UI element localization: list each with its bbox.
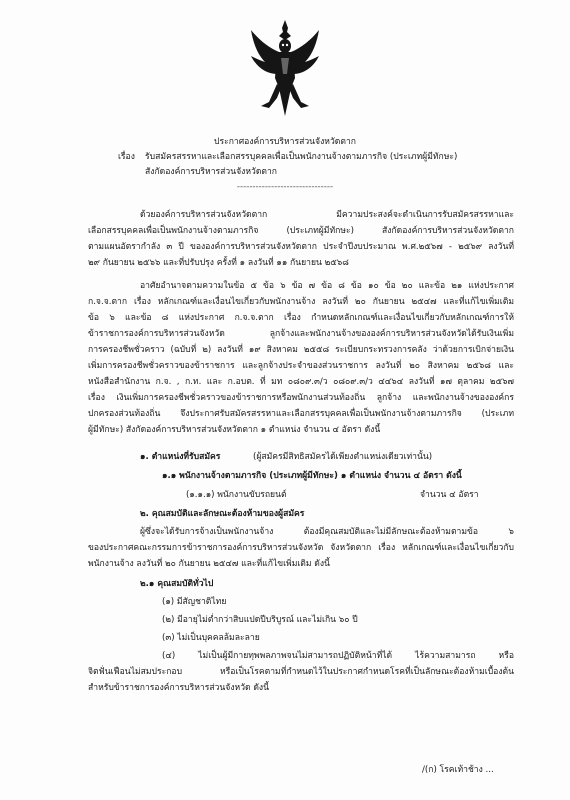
qualification-continuation: จิตฟั่นเฟือนไม่สมประกอบ หรือเป็นโรคตามที่กำหนดไว้ในประกาศกำหนดโรคที่เป็นลักษณะต้องห้ามเบื้องต้น (88, 667, 514, 677)
paragraph-2-line: อาศัยอำนาจตามความในข้อ ๕ ข้อ ๖ ข้อ ๗ ข้อ ๘ ข้อ ๑๐ ข้อ ๒๐ และข้อ ๒๑ แห่งประกาศ (140, 281, 514, 291)
section-1-1-heading: ๑.๑ พนักงานจ้างตามภารกิจ (ประเภทผู้มีทักษะ) ๑ ตำแหน่ง จำนวน ๔ อัตรา ดังนี้ (162, 471, 462, 481)
paragraph-2-line: การครองชีพชั่วคราว (ฉบับที่ ๒) ลงวันที่ ๑๙ สิงหาคม ๒๕๕๘ ระเบียบกระทรวงการคลัง ว่าด้วยการเบิกจ่ายเงิน (88, 345, 514, 355)
paragraph-2-line: เรื่อง เงินเพิ่มการครองชีพชั่วคราวของข้าราชการหรือพนักงานส่วนท้องถิ่น ลูกจ้าง และพนักงานจ้างขององค์กร (88, 393, 514, 403)
paragraph-2-line: ข้าราชการองค์การบริหารส่วนจังหวัด ลูกจ้างและพนักงานจ้างขององค์การบริหารส่วนจังหวัดได้รับเงินเพิ่ม (88, 329, 514, 339)
continuation-note: /(ก) โรคเท้าช้าง ... (422, 765, 494, 775)
paragraph-1-line: ๒๙ กันยายน ๒๕๖๖ และที่ปรับปรุง ครั้งที่ ๑ ลงวันที่ ๑๑ กันยายน ๒๕๖๘ (88, 258, 349, 268)
qualification-item: (๓) ไม่เป็นบุคคลล้มละลาย (162, 633, 260, 643)
document-title: ประกาศองค์การบริหารส่วนจังหวัดตาก (214, 137, 356, 147)
section-2-text-line: พนักงานจ้าง ลงวันที่ ๒๐ กันยายน ๒๕๔๗ และที่แก้ไขเพิ่มเติม ดังนี้ (88, 559, 330, 569)
garuda-emblem-icon (247, 18, 323, 118)
header-divider: ------------------------------- (236, 182, 334, 192)
paragraph-1-line: ตามแผนอัตรากำลัง ๓ ปี ขององค์การบริหารส่วนจังหวัดตาก ประจำปีงบประมาณ พ.ศ.๒๕๖๗ - ๒๕๖๙ ลงวันที่ (88, 242, 514, 252)
position-driver: (๑.๑.๑) พนักงานขับรถยนต์ (186, 490, 287, 500)
paragraph-2-line: หนังสือสำนักงาน ก.จ. , ก.ท. และ ก.อบต. ที่ มท ๐๘๐๙.๓/ว ๐๘๐๙.๓/ว ๔๔๖๔ ลงวันที่ ๑๗ ตุลาคม ๒๕๖๗ (88, 377, 514, 387)
paragraph-2-line: ปกครองส่วนท้องถิ่น จึงประกาศรับสมัครสรรหาและเลือกสรรบุคคลเพื่อเป็นพนักงานจ้างตามภารกิจ (ประเภท (88, 409, 514, 419)
paragraph-2-line: ก.จ.จ.ตาก เรื่อง หลักเกณฑ์และเงื่อนไขเกี่ยวกับพนักงานจ้าง ลงวันที่ ๒๐ กันยายน ๒๕๔๗ และที่แก้ไขเพิ่มเติม (88, 297, 514, 307)
section-1-heading: ๑. ตำแหน่งที่รับสมัคร (140, 452, 221, 462)
section-2-heading: ๒. คุณสมบัติและลักษณะต้องห้ามของผู้สมัคร (140, 509, 305, 519)
paragraph-2-line: เพิ่มการครองชีพชั่วคราวของข้าราชการ และลูกจ้างประจำของส่วนราชการ ลงวันที่ ๒๐ สิงหาคม ๒๕๖๘ และ (88, 361, 514, 371)
paragraph-1-line: เลือกสรรบุคคลเพื่อเป็นพนักงานจ้างตามภารกิจ (ประเภทผู้มีทักษะ) สังกัดองค์การบริหารส่วนจังหวัดตาก (88, 226, 514, 236)
qualification-item: (๒) มีอายุไม่ต่ำกว่าสิบแปดปีบริบูรณ์ และไม่เกิน ๖๐ ปี (162, 615, 358, 625)
paragraph-2-line: ผู้มีทักษะ) สังกัดองค์การบริหารส่วนจังหวัดตาก ๑ ตำแหน่ง จำนวน ๔ อัตรา ดังนี้ (88, 425, 381, 435)
qualification-item: (๑) มีสัญชาติไทย (162, 597, 227, 607)
paragraph-2-line: ข้อ ๖ และข้อ ๘ แห่งประกาศ ก.จ.จ.ตาก เรื่อง กำหนดหลักเกณฑ์และเงื่อนไขเกี่ยวกับหลักเกณฑ์การให้ (88, 313, 514, 323)
position-driver-quantity: จำนวน ๔ อัตรา (420, 490, 479, 500)
subject-text: รับสมัครสรรหาและเลือกสรรบุคคลเพื่อเป็นพนักงานจ้างตามภารกิจ (ประเภทผู้มีทักษะ) (145, 152, 458, 162)
qualification-continuation: สำหรับข้าราชการองค์การบริหารส่วนจังหวัด ดังนี้ (88, 683, 269, 693)
section-2-text-line: ผู้ซึ่งจะได้รับการจ้างเป็นพนักงานจ้าง ต้องมีคุณสมบัติและไม่มีลักษณะต้องห้ามตามข้อ ๖ (140, 527, 514, 537)
affiliation-text: สังกัดองค์การบริหารส่วนจังหวัดตาก (145, 167, 278, 177)
paragraph-1-line: ด้วยองค์การบริหารส่วนจังหวัดตาก มีความประสงค์จะดำเนินการรับสมัครสรรหาและ (140, 210, 514, 220)
section-2-1-heading: ๒.๑ คุณสมบัติทั่วไป (140, 579, 214, 589)
qualification-item: (๔) ไม่เป็นผู้มีกายทุพพลภาพจนไม่สามารถปฏิบัติหน้าที่ได้ ไร้ความสามารถ หรือ (162, 651, 514, 661)
section-2-text-line: ของประกาศคณะกรรมการข้าราชการองค์การบริหารส่วนจังหวัด จังหวัดตาก เรื่อง หลักเกณฑ์และเงื่อนไขเกี่ยวกับ (88, 543, 514, 553)
section-1-note: (ผู้สมัครมีสิทธิสมัครได้เพียงตำแหน่งเดียวเท่านั้น) (253, 452, 433, 462)
subject-label: เรื่อง (118, 152, 135, 162)
